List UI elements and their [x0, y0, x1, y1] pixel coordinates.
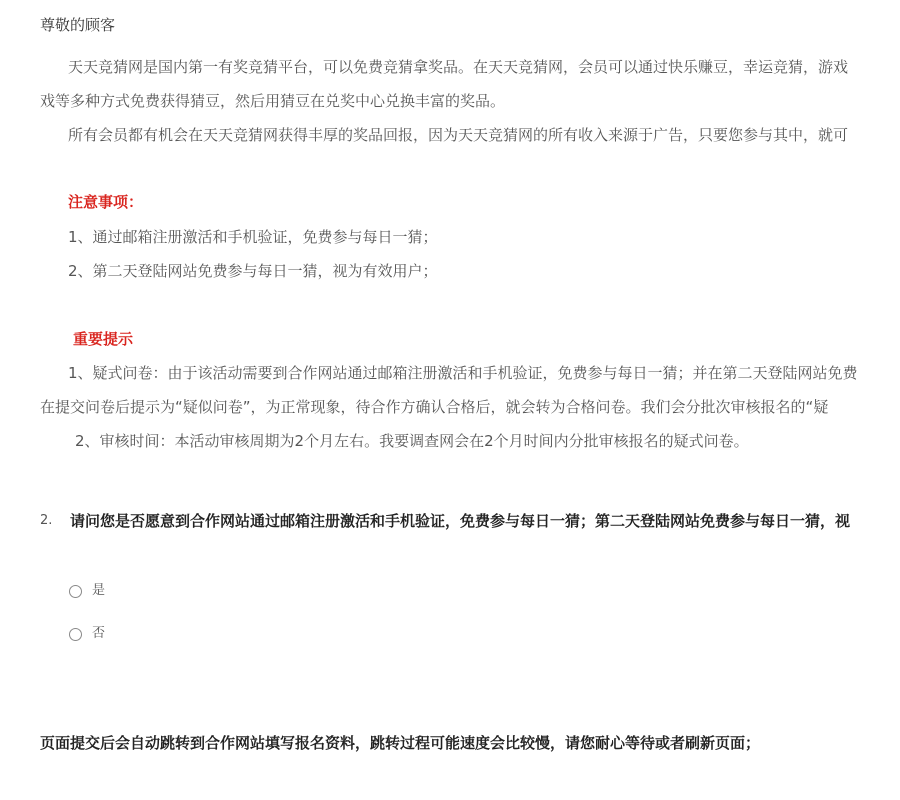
important-item-line: 1、疑式问卷：由于该活动需要到合作网站通过邮箱注册激活和手机验证，免费参与每日一猜；并在第二天登陆网站免费: [68, 364, 858, 382]
submit-redirect-note: 页面提交后会自动跳转到合作网站填写报名资料，跳转过程可能速度会比较慢，请您耐心等待或者刷新页面；: [40, 734, 761, 752]
option-no[interactable]: [69, 625, 105, 643]
important-item-line: 2、审核时间：本活动审核周期为2个月左右。我要调查网会在2个月时间内分批审核报名的疑式问卷。: [75, 432, 749, 450]
important-item-line: 在提交问卷后提示为“疑似问卷”，为正常现象，待合作方确认合格后，就会转为合格问卷。我们会分批次审核报名的“疑: [40, 398, 829, 416]
intro-paragraph-line: 戏等多种方式免费获得猜豆，然后用猜豆在兑奖中心兑换丰富的奖品。: [40, 92, 506, 110]
notes-title: 注意事项：: [68, 193, 144, 211]
greeting-text: 尊敬的顾客: [40, 16, 116, 34]
intro-paragraph-line: 所有会员都有机会在天天竞猜网获得丰厚的奖品回报，因为天天竞猜网的所有收入来源于广告，只要您参与其中，就可: [68, 126, 849, 144]
option-label-no: 否: [92, 626, 106, 641]
question-text: 请问您是否愿意到合作网站通过邮箱注册激活和手机验证，免费参与每日一猜；第二天登陆网站免费参与每日一猜，视: [70, 512, 851, 530]
option-yes[interactable]: [69, 582, 105, 600]
note-item: 1、通过邮箱注册激活和手机验证，免费参与每日一猜；: [68, 228, 438, 246]
question-number: 2.: [40, 513, 53, 528]
important-title: 重要提示: [73, 330, 134, 348]
note-item: 2、第二天登陆网站免费参与每日一猜，视为有效用户；: [68, 262, 438, 280]
option-label-yes: 是: [92, 583, 106, 598]
radio-no[interactable]: [69, 628, 82, 641]
intro-paragraph-line: 天天竞猜网是国内第一有奖竞猜平台，可以免费竞猜拿奖品。在天天竞猜网，会员可以通过快乐赚豆，幸运竞猜，游戏: [68, 58, 849, 76]
radio-yes[interactable]: [69, 585, 82, 598]
